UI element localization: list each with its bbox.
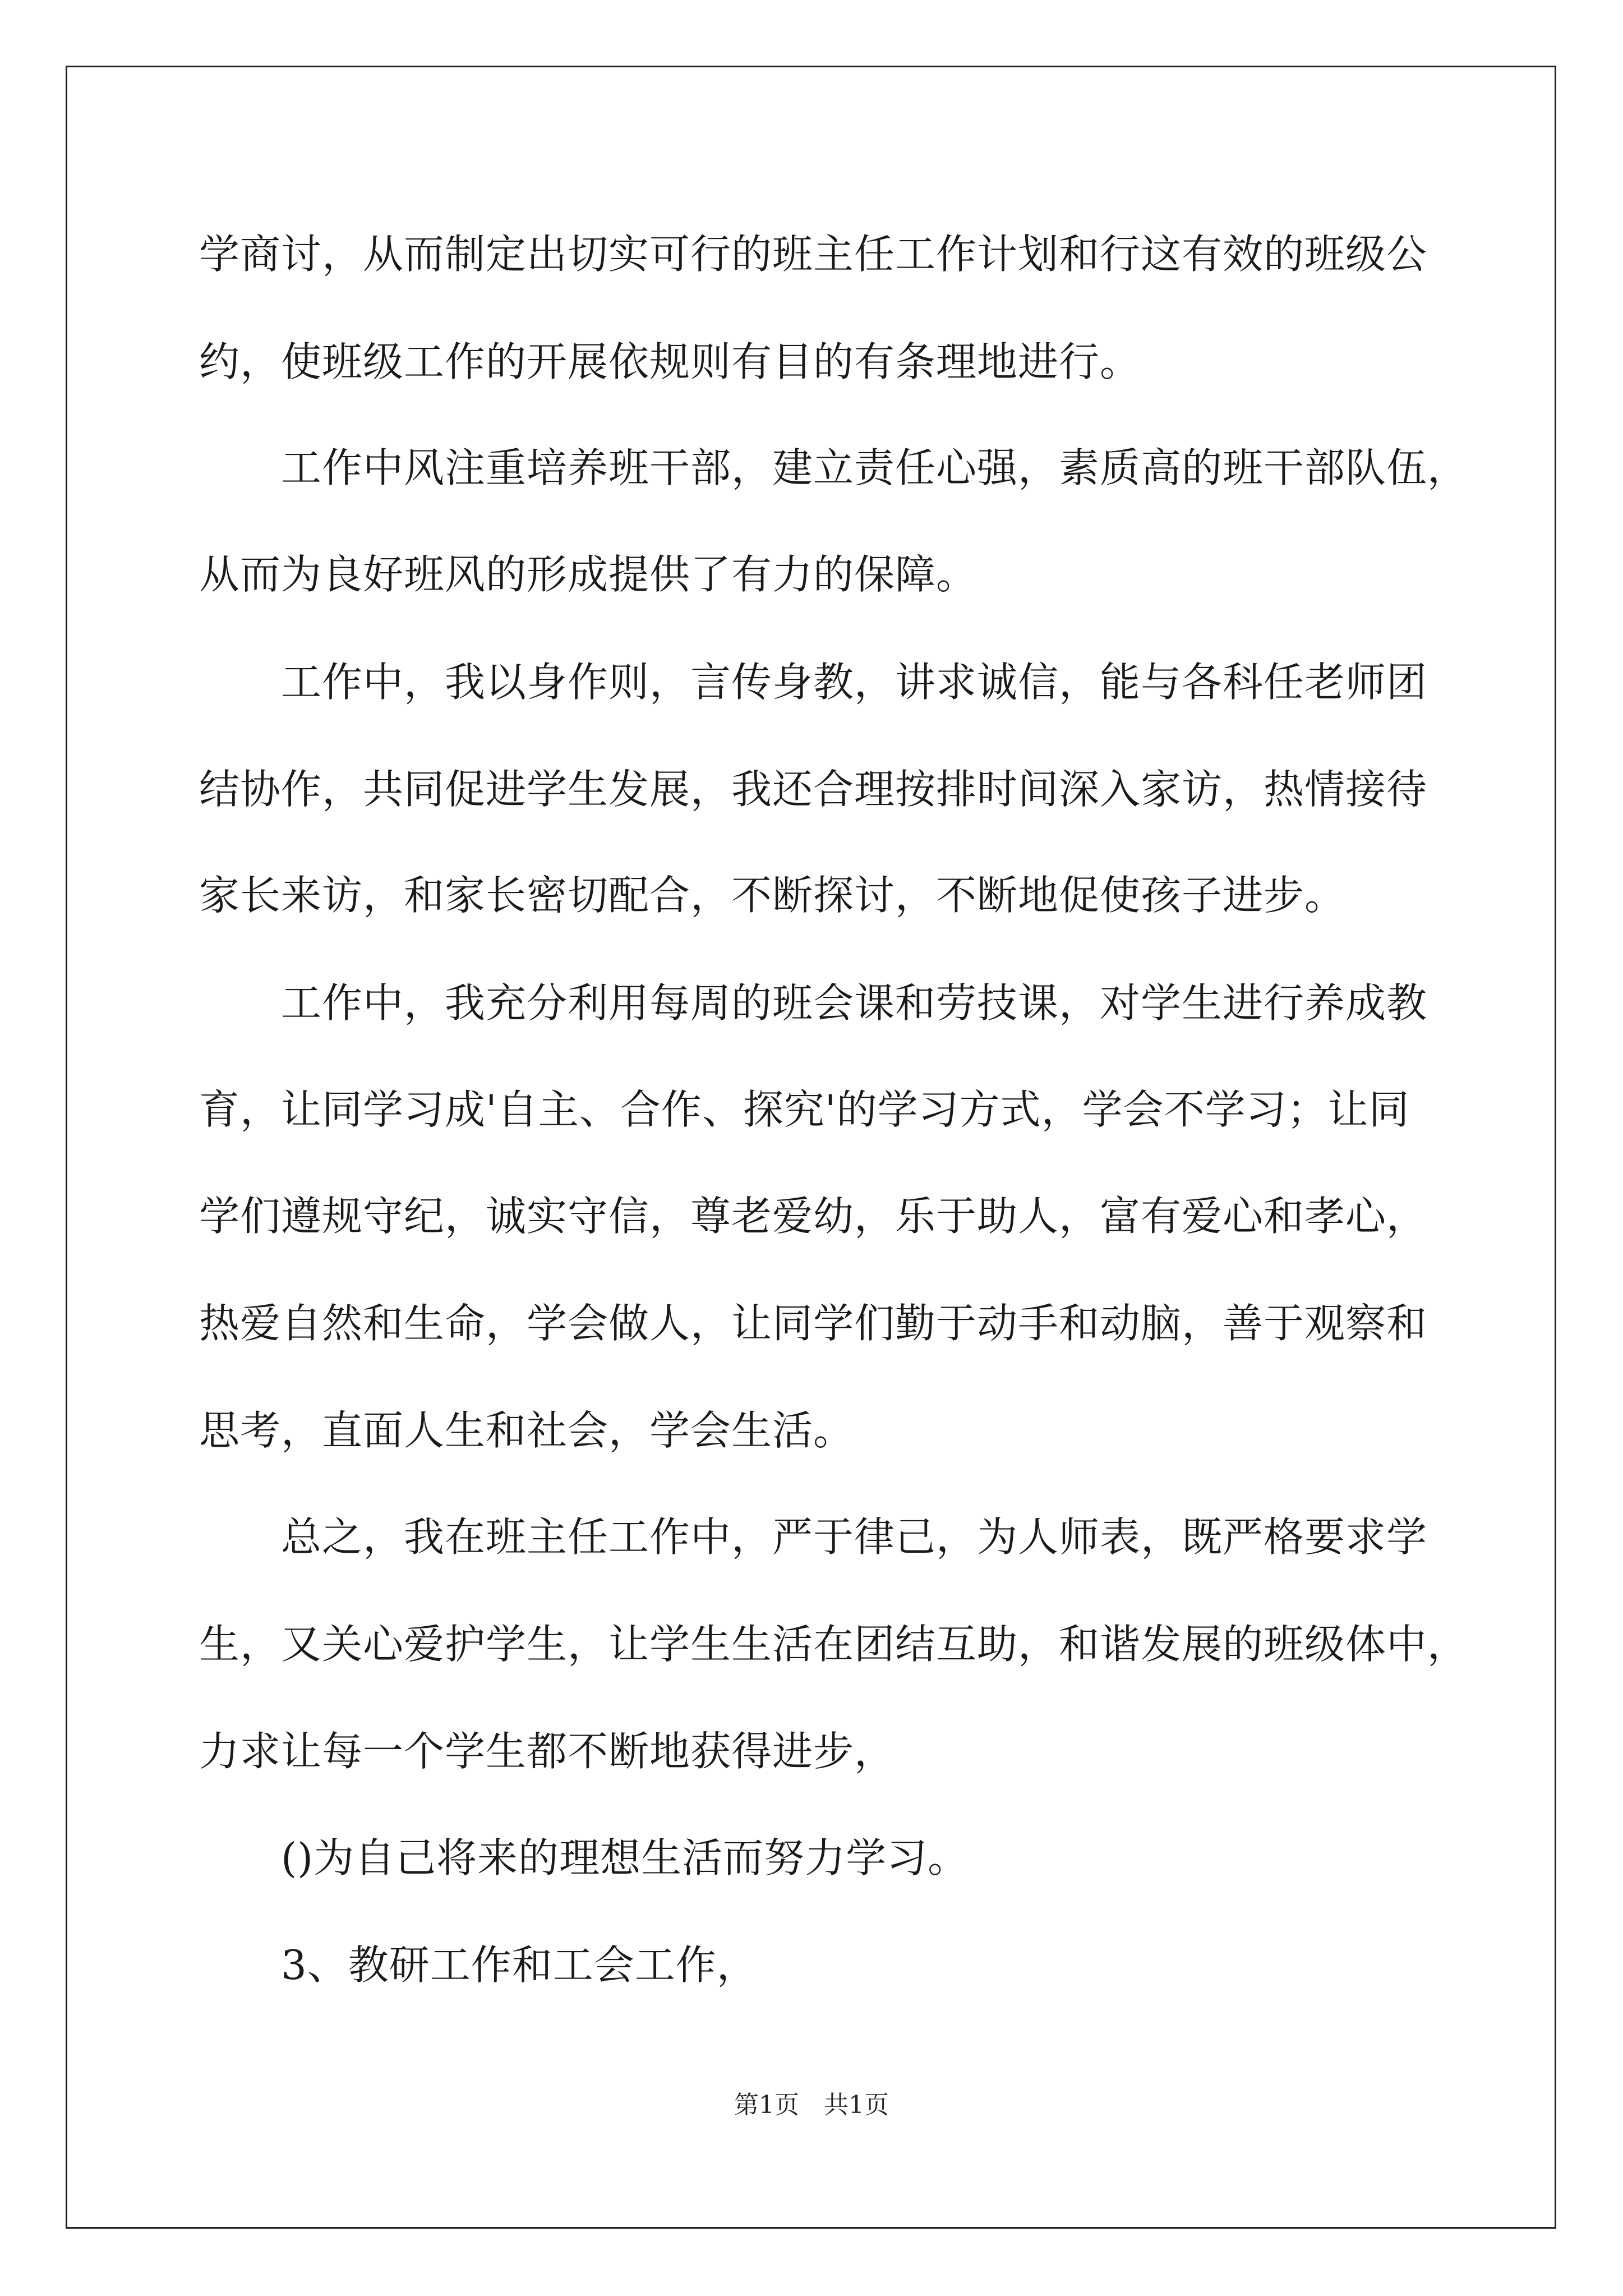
text-line: 育，让同学习成'自主、合作、探究'的学习方式，学会不学习；让同 [199,1086,1410,1133]
text-line: 约，使班级工作的开展依规则有目的有条理地进行。 [199,338,1141,385]
text-line: 工作中，我以身作则，言传身教，讲求诚信，能与各科任老师团 [281,659,1428,706]
page-number-footer: 第1页 共1页 [734,2091,889,2119]
text-line: ()为自己将来的理想生活而努力学习。 [281,1834,969,1881]
text-line: 热爱自然和生命，学会做人，让同学们勤于动手和动脑，善于观察和 [199,1300,1428,1347]
text-line: 工作中，我充分利用每周的班会课和劳技课，对学生进行养成教 [281,979,1428,1027]
text-line: 工作中风注重培养班干部，建立责任心强，素质高的班干部队伍， [281,444,1469,491]
text-line: 从而为良好班风的形成提供了有力的保障。 [199,551,978,598]
text-line: 生，又关心爱护学生，让学生生活在团结互助，和谐发展的班级体中， [199,1621,1469,1668]
text-line: 力求让每一个学生都不断地获得进步， [199,1728,896,1775]
text-line: 结协作，共同促进学生发展，我还合理按排时间深入家访，热情接待 [199,766,1428,813]
text-line: 思考，直面人生和社会，学会生活。 [199,1407,855,1454]
page-border [66,66,1556,2229]
text-line: 学们遵规守纪，诚实守信，尊老爱幼，乐于助人，富有爱心和孝心， [199,1193,1428,1240]
text-line: 总之，我在班主任工作中，严于律己，为人师表，既严格要求学 [281,1513,1428,1561]
text-line: 学商讨，从而制定出切实可行的班主任工作计划和行这有效的班级公 [199,231,1428,278]
text-line: 家长来访，和家长密切配合，不断探讨，不断地促使孩子进步。 [199,872,1346,919]
text-line: 3、教研工作和工会工作， [281,1941,758,1989]
